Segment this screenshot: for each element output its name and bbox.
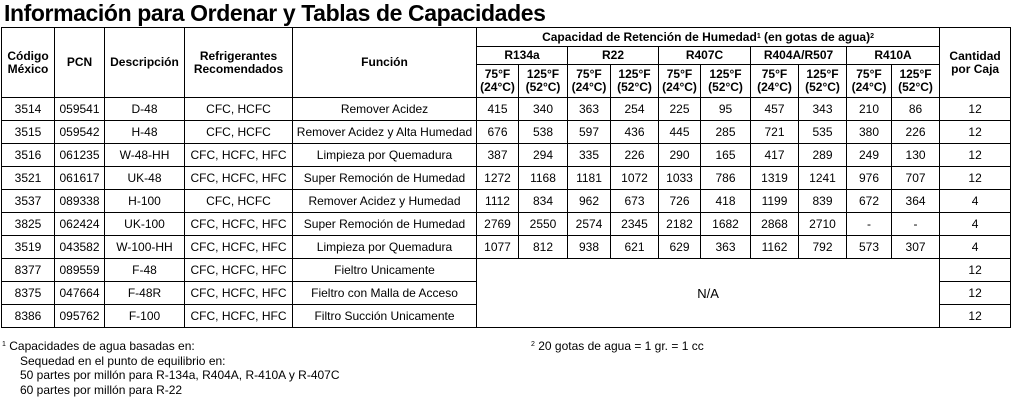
cell-refrigerantes: CFC, HCFC [185,190,293,213]
cell-capacity: 2345 [611,213,659,236]
cell-capacity: 962 [568,190,611,213]
capacity-table [1,27,1011,328]
cell-capacity: 538 [519,121,568,144]
header-temp: 125°F (52°C) [611,65,659,98]
cell-codigo: 3537 [2,190,55,213]
cell-capacity: 86 [892,98,940,121]
header-funcion: Función [293,28,477,98]
cell-capacity: 226 [611,144,659,167]
cell-capacity: 1072 [611,167,659,190]
cell-capacity: 363 [701,236,751,259]
cell-capacity: 1272 [477,167,519,190]
cell-capacity: 812 [519,236,568,259]
cell-capacity: 1682 [701,213,751,236]
header-temp: 75°F (24°C) [659,65,701,98]
cell-na: N/A [477,259,940,328]
cell-refrigerantes: CFC, HCFC, HFC [185,236,293,259]
cell-pcn: 062424 [55,213,105,236]
cell-capacity: 2550 [519,213,568,236]
cell-capacity: 834 [519,190,568,213]
cell-capacity: 597 [568,121,611,144]
cell-capacity: 1241 [799,167,847,190]
cell-pcn: 095762 [55,305,105,328]
cell-capacity: 418 [701,190,751,213]
cell-descripcion: W-48-HH [105,144,185,167]
header-refrigerantes: Refrigerantes Recomendados [185,28,293,98]
cell-capacity: 457 [751,98,799,121]
cell-capacity: 380 [847,121,892,144]
cell-refrigerantes: CFC, HCFC [185,121,293,144]
cell-capacity: 839 [799,190,847,213]
cell-capacity: 721 [751,121,799,144]
cell-capacity: 335 [568,144,611,167]
header-gas: R410A [847,47,940,65]
cell-capacity: 285 [701,121,751,144]
cell-capacity: 340 [519,98,568,121]
table-row [2,167,1011,190]
header-capacidad: Capacidad de Retención de Humedad$^1$ (en gotas de agua)$^2$ [477,28,940,47]
cell-funcion: Fieltro Unicamente [293,259,477,282]
header-pcn: PCN [55,28,105,98]
header-gas: R404A/R507 [751,47,847,65]
cell-pcn: 061235 [55,144,105,167]
cell-capacity: 290 [659,144,701,167]
table-row [2,213,1011,236]
cell-descripcion: UK-100 [105,213,185,236]
cell-funcion: Filtro Succión Unicamente [293,305,477,328]
cell-capacity: 1162 [751,236,799,259]
cell-cantidad: 12 [940,305,1011,328]
cell-capacity: 2182 [659,213,701,236]
header-cantidad: Cantidad por Caja [940,28,1011,98]
cell-codigo: 3516 [2,144,55,167]
cell-capacity: 2710 [799,213,847,236]
footnote-2: $^2$ 20 gotas de agua = 1 gr. = 1 cc [531,339,704,353]
cell-capacity: 976 [847,167,892,190]
header-codigo: Código México [2,28,55,98]
cell-descripcion: F-48 [105,259,185,282]
header-gas: R407C [659,47,751,65]
cell-codigo: 8377 [2,259,55,282]
cell-refrigerantes: CFC, HCFC [185,98,293,121]
cell-descripcion: F-100 [105,305,185,328]
cell-capacity: 535 [799,121,847,144]
header-temp: 125°F (52°C) [701,65,751,98]
cell-capacity: 2769 [477,213,519,236]
cell-capacity: 445 [659,121,701,144]
cell-funcion: Remover Acidez [293,98,477,121]
cell-capacity: 938 [568,236,611,259]
cell-capacity: - [892,213,940,236]
cell-pcn: 089559 [55,259,105,282]
cell-funcion: Remover Acidez y Alta Humedad [293,121,477,144]
cell-capacity: 573 [847,236,892,259]
footnote-1: $^1$ Capacidades de agua basadas en: Sequedad en el punto de equilibrio en: 50 partes por millón para R-134a, R404A, R-410A y R-407C 60 partes por millón para R-22 [2,339,340,397]
cell-capacity: 415 [477,98,519,121]
cell-capacity: 2574 [568,213,611,236]
cell-capacity: 621 [611,236,659,259]
cell-funcion: Limpieza por Quemadura [293,144,477,167]
cell-cantidad: 12 [940,259,1011,282]
cell-capacity: 225 [659,98,701,121]
cell-descripcion: D-48 [105,98,185,121]
header-temp: 125°F (52°C) [519,65,568,98]
table-row [2,190,1011,213]
cell-capacity: 436 [611,121,659,144]
cell-pcn: 043582 [55,236,105,259]
cell-capacity: 417 [751,144,799,167]
cell-capacity: 289 [799,144,847,167]
cell-capacity: 294 [519,144,568,167]
cell-capacity: 226 [892,121,940,144]
cell-refrigerantes: CFC, HCFC, HFC [185,167,293,190]
header-temp: 75°F (24°C) [751,65,799,98]
cell-cantidad: 4 [940,190,1011,213]
cell-funcion: Fieltro con Malla de Acceso [293,282,477,305]
cell-capacity: 363 [568,98,611,121]
header-gas: R134a [477,47,568,65]
cell-codigo: 3514 [2,98,55,121]
header-temp: 75°F (24°C) [568,65,611,98]
cell-capacity: 2868 [751,213,799,236]
cell-capacity: 792 [799,236,847,259]
header-gas: R22 [568,47,659,65]
cell-descripcion: UK-48 [105,167,185,190]
cell-refrigerantes: CFC, HCFC, HFC [185,282,293,305]
cell-capacity: 1181 [568,167,611,190]
cell-funcion: Super Remoción de Humedad [293,213,477,236]
header-temp: 75°F (24°C) [477,65,519,98]
header-temp: 125°F (52°C) [892,65,940,98]
cell-capacity: 249 [847,144,892,167]
cell-capacity: 1168 [519,167,568,190]
cell-capacity: 130 [892,144,940,167]
cell-capacity: 1319 [751,167,799,190]
cell-funcion: Limpieza por Quemadura [293,236,477,259]
cell-capacity: 307 [892,236,940,259]
cell-capacity: 707 [892,167,940,190]
cell-capacity: 786 [701,167,751,190]
cell-funcion: Remover Acidez y Humedad [293,190,477,213]
cell-capacity: 364 [892,190,940,213]
cell-capacity: 1112 [477,190,519,213]
cell-capacity: 726 [659,190,701,213]
cell-cantidad: 12 [940,98,1011,121]
cell-pcn: 061617 [55,167,105,190]
cell-refrigerantes: CFC, HCFC, HFC [185,259,293,282]
header-descripcion: Descripción [105,28,185,98]
header-temp: 125°F (52°C) [799,65,847,98]
cell-codigo: 3825 [2,213,55,236]
cell-codigo: 8386 [2,305,55,328]
cell-capacity: - [847,213,892,236]
cell-descripcion: H-100 [105,190,185,213]
cell-capacity: 629 [659,236,701,259]
cell-capacity: 1199 [751,190,799,213]
cell-pcn: 047664 [55,282,105,305]
cell-capacity: 1033 [659,167,701,190]
cell-cantidad: 12 [940,167,1011,190]
cell-codigo: 3515 [2,121,55,144]
cell-capacity: 343 [799,98,847,121]
cell-capacity: 95 [701,98,751,121]
cell-cantidad: 4 [940,213,1011,236]
cell-pcn: 089338 [55,190,105,213]
cell-cantidad: 4 [940,236,1011,259]
cell-capacity: 1077 [477,236,519,259]
cell-descripcion: H-48 [105,121,185,144]
cell-capacity: 210 [847,98,892,121]
cell-codigo: 3519 [2,236,55,259]
cell-capacity: 676 [477,121,519,144]
cell-capacity: 673 [611,190,659,213]
cell-cantidad: 12 [940,282,1011,305]
cell-refrigerantes: CFC, HCFC, HFC [185,213,293,236]
cell-pcn: 059541 [55,98,105,121]
table-row [2,259,1011,282]
cell-codigo: 8375 [2,282,55,305]
cell-refrigerantes: CFC, HCFC, HFC [185,305,293,328]
cell-cantidad: 12 [940,121,1011,144]
cell-funcion: Super Remoción de Humedad [293,167,477,190]
cell-refrigerantes: CFC, HCFC, HFC [185,144,293,167]
cell-descripcion: W-100-HH [105,236,185,259]
table-row [2,144,1011,167]
cell-pcn: 059542 [55,121,105,144]
table-row [2,121,1011,144]
table-row [2,98,1011,121]
page-title: Información para Ordenar y Tablas de Capacidades [4,0,546,26]
table-row [2,236,1011,259]
cell-capacity: 254 [611,98,659,121]
cell-capacity: 165 [701,144,751,167]
cell-cantidad: 12 [940,144,1011,167]
cell-capacity: 387 [477,144,519,167]
cell-capacity: 672 [847,190,892,213]
cell-descripcion: F-48R [105,282,185,305]
cell-codigo: 3521 [2,167,55,190]
header-temp: 75°F (24°C) [847,65,892,98]
